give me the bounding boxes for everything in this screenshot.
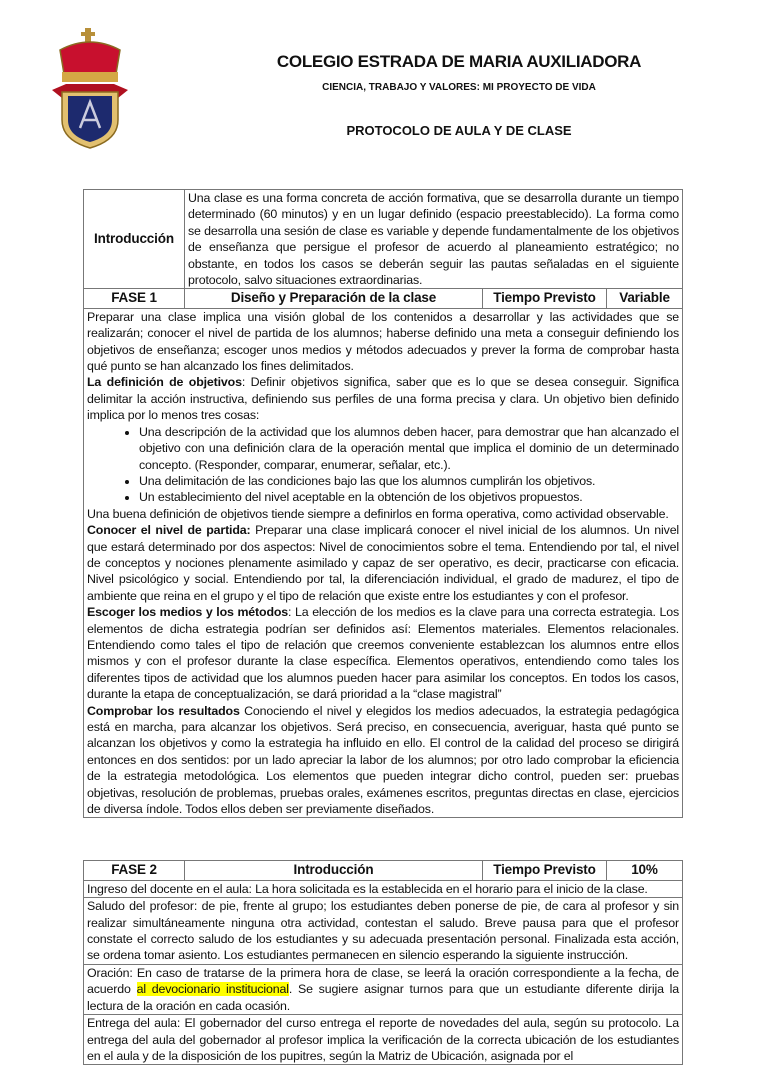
school-name: COLEGIO ESTRADA DE MARIA AUXILIADORA	[276, 52, 642, 71]
partida-title: Conocer el nivel de partida:	[87, 523, 251, 538]
resultados-title: Comprobar los resultados	[87, 703, 240, 718]
school-motto: CIENCIA, TRABAJO Y VALORES: MI PROYECTO DE VIDA	[322, 82, 596, 93]
highlighted-text: al devocionario institucional	[136, 982, 289, 997]
fase1-header-row	[84, 289, 683, 308]
list-item: • Un establecimiento del nivel aceptable en la obtención de los objetivos propuestos.	[139, 489, 679, 505]
saludo-row: Saludo del profesor: de pie, frente al grupo; los estudiantes deben ponerse de pie, de cara al profesor y sin realizar simultáneamente ninguna otra actividad, contestan el saludo. Breve pausa para que el profesor constate el correcto saludo de los estudiantes y su adecuada presentación personal. Finalizada esta acción, se ordena tomar asiento. Los estudiantes permanecen en silencio esperando la siguiente instrucción.	[84, 898, 683, 965]
fase2-time-value: 10%	[607, 861, 683, 880]
partida-section	[87, 522, 679, 604]
fase2-header-row	[84, 861, 683, 880]
list-item: • Una descripción de la actividad que los alumnos deben hacer, para demostrar que han alcanzado el objetivo con una definición clara de la operación mental que implica el dominio de un determinado concepto. (Responder, comparar, enumerar, señalar, etc.).	[139, 424, 679, 473]
medios-text: : La elección de los medios es la clave para una correcta estrategia. Los elementos de dicha estrategia podrían ser definidos así: Elementos materiales. Elementos relacionales. Entendiendo como tales el tipo de relación que creemos conveniente establezcan los alumnos entre ellos mismos y con el profesor durante la clase específica. Elementos operativos, entendiendo como tales los diferentes tipos de actividad que los alumnos pueden hacer para asimilar los conceptos. En todos los casos, durante la etapa de conceptualización, se dará prioridad a la “clase magistral”	[87, 605, 680, 702]
medios-title: Escoger los medios y los métodos	[87, 605, 289, 620]
fase1-paragraph: Preparar una clase implica una visión global de los contenidos a desarrollar y las actividades que se realizarán; conocer el nivel de partida de los alumnos; haberse definido una meta a conseguir definiendo los objetivos de enseñanza; escoger unos medios y métodos adecuados y prever la forma de comprobar hasta qué punto se han alcanzado los fines delimitados.	[87, 309, 680, 374]
intro-label: Introducción	[84, 190, 185, 289]
fase2-label: FASE 2	[84, 861, 185, 880]
document-title: PROTOCOLO DE AULA Y DE CLASE	[346, 123, 572, 138]
oracion-text-b: . Se sugiere asignar turnos para que un estudiante diferente dirija la lectura de la oración en cada ocasión.	[87, 982, 679, 1013]
partida-text: Preparar una clase implicará conocer el nivel inicial de los alumnos. Un nivel que estará determinado por dos aspectos: Nivel de conocimientos sobre el tema. Entendiendo por tal, el nivel de conceptos y nociones plenamente asimilado y capaz de ser operativo, es decir, practicarse con eficacia. Nivel psicológico y social. Entendiendo por tal, la diferenciación individual, el grado de madurez, el tipo de ambiente que reina en el grupo y el tipo de relación que existe entre los estudiantes y con el profesor.	[87, 523, 680, 603]
fase2-time-label: Tiempo Previsto	[483, 861, 607, 880]
resultados-section	[87, 703, 679, 818]
entrega-row: Entrega del aula: El gobernador del curso entrega el reporte de novedades del aula, según su protocolo. La entrega del aula del gobernador al profesor implica la verificación de la correcta ubicación de los estudiantes en el aula y de la disposición de los pupitres, según la Matriz de Ubicación, asignada por el	[84, 1015, 683, 1065]
resultados-text: Conociendo el nivel y elegidos los medios adecuados, la estrategia pedagógica está en marcha, para alcanzar los objetivos. Será preciso, en consecuencia, averiguar, hasta qué punto se alcanzan los objetivos y como la estrategia ha influido en ello. El control de la calidad del proceso se dirigirá entonces en dos sentidos: por un lado apreciar la labor de los alumnos; por otro lado comprobar la eficiencia de la estrategia metodológica. Los elementos que pueden integrar dicho control, pueden ser: pruebas objetivas, resolución de problemas, pruebas orales, exámenes escritos, preguntas directas en clase, ejercicios de diversa índole. Todos ellos deben ser previamente diseñados.	[87, 703, 680, 817]
oracion-row	[84, 964, 683, 1014]
fase1-time-value: Variable	[607, 289, 683, 308]
fase1-name: Diseño y Preparación de la clase	[185, 289, 483, 308]
objetivos-close: Una buena definición de objetivos tiende siempre a definirlos en forma operativa, como actividad observable.	[87, 506, 669, 521]
fase1-body	[84, 308, 683, 818]
objetivos-text: : Definir objetivos significa, saber que es lo que se desea conseguir. Significa delimitar la acción instructiva, definiendo sus perfiles de una forma precisa y clara. Un objetivo bien definido implica por lo menos tres cosas:	[87, 375, 680, 423]
fase1-label: FASE 1	[84, 289, 185, 308]
fase1-time-label: Tiempo Previsto	[483, 289, 607, 308]
objetivos-section	[87, 374, 679, 423]
ingreso-row: Ingreso del docente en el aula: La hora solicitada es la establecida en el horario para el inicio de la clase.	[84, 880, 683, 897]
objetivos-title: La definición de objetivos	[87, 375, 242, 390]
intro-text: Una clase es una forma concreta de acción formativa, que se desarrolla durante un tiempo determinado (60 minutos) y en un lugar definido (espacio preestablecido). La forma como se desarrolla una sesión de clase es variable y depende fundamentalmente de los objetivos de enseñanza que persigue el profesor de acuerdo al planeamiento estratégico; no obstante, en todos los casos se deberán seguir las pautas señaladas en el siguiente protocolo, salvo situaciones extraordinarias.	[185, 190, 683, 289]
medios-section	[87, 604, 679, 702]
list-item: • Una delimitación de las condiciones bajo las que los alumnos cumplirán los objetivos.	[139, 473, 679, 489]
fase2-name: Introducción	[185, 861, 483, 880]
oracion-text-a: Oración: En caso de tratarse de la primera hora de clase, se leerá la oración correspondiente a la fecha, de acuerdo	[87, 965, 679, 997]
fase1-table	[83, 189, 683, 818]
objetivos-list	[87, 424, 679, 506]
fase2-table	[83, 860, 683, 1065]
